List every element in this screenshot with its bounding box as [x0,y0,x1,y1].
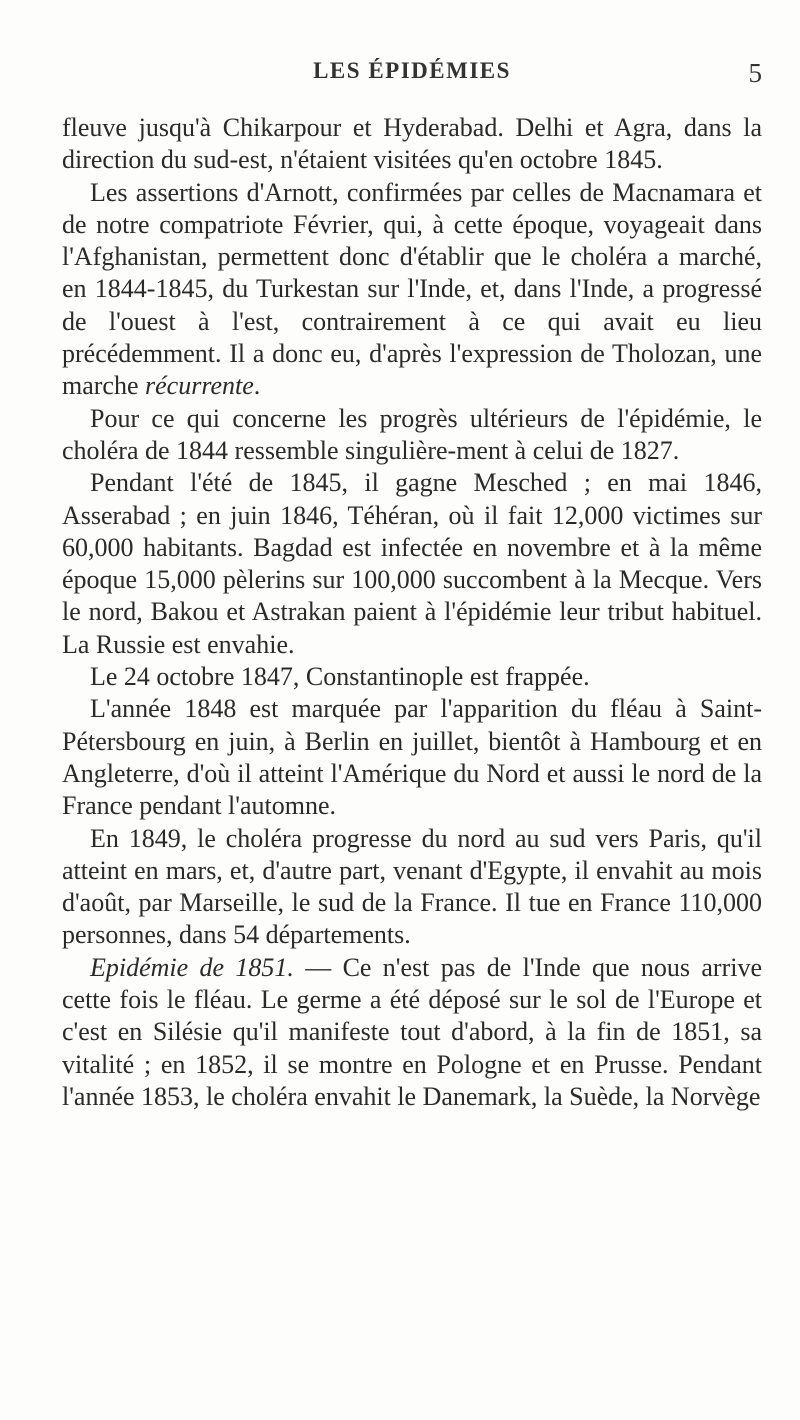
page-number: 5 [748,58,762,88]
running-title: LES ÉPIDÉMIES [313,58,511,83]
paragraph-text: Pendant l'été de 1845, il gagne Mesched ; en mai 1846, Asserabad ; en juin 1846, Téhéran, où il fait 12,000 victimes sur 60,000 habitants. Bagdad est infectée en novembre et à la même époque 15,000 pèlerins sur 100,000 succombent à la Mecque. Vers le nord, Bakou et Astrakan paient à l'épidémie leur tribut habituel. La Russie est envahie. [62,468,762,659]
paragraph-1848 [62,693,762,822]
paragraph-text: En 1849, le choléra progresse du nord au sud vers Paris, qu'il atteint en mars, et, d'autre part, venant d'Egypte, il envahit au mois d'août, par Marseille, le sud de la France. Il tue en France 110,000 personnes, dans 54 départements. [62,823,762,950]
paragraph-1851 [62,952,762,1113]
paragraph-continued [62,112,762,177]
paragraph-progress [62,403,762,468]
paragraph-text: fleuve jusqu'à Chikarpour et Hyderabad. Delhi et Agra, dans la direction du sud-est, n'étaient visitées qu'en octobre 1845. [62,113,762,175]
paragraph-text: Le 24 octobre 1847, Constantinople est frappée. [90,662,590,692]
paragraph-text: — Ce n'est pas de l'Inde que nous arrive cette fois le fléau. Le germe a été déposé sur le sol de l'Europe et c'est en Silésie qu'il manifeste tout d'abord, à la fin de 1851, sa vitalité ; en 1852, il se montre en Pologne et en Prusse. Pendant l'année 1853, le choléra envahit le Danemark, la Suède, la Norvège [62,952,762,1111]
paragraph-text: Pour ce qui concerne les progrès ultérieurs de l'épidémie, le choléra de 1844 ressemble singulière-ment à celui de 1827. [62,403,762,465]
paragraph-1847 [62,661,762,693]
paragraph-arnott [62,177,762,403]
running-header [62,58,762,88]
paragraph-1849 [62,823,762,952]
italic-term: récurrente [145,371,254,401]
paragraph-text-end: . [253,371,261,401]
body-text [62,112,762,1113]
paragraph-text: L'année 1848 est marquée par l'apparition du fléau à Saint-Pétersbourg en juin, à Berlin en juillet, bientôt à Hambourg et en Angleterre, d'où il atteint l'Amérique du Nord et aussi le nord de la France pendant l'automne. [62,694,762,821]
section-heading-italic: Epidémie de 1851. [90,952,294,982]
paragraph-text: Les assertions d'Arnott, confirmées par celles de Macnamara et de notre compatriote Février, qui, à cette époque, voyageait dans l'Afghanistan, permettent donc d'établir que le choléra a marché, en 1844-1845, du Turkestan sur l'Inde, et, dans l'Inde, a progressé de l'ouest à l'est, contrairement à ce qui avait eu lieu précédemment. Il a donc eu, d'après l'expression de Tholozan, une marche [62,177,762,401]
paragraph-1845 [62,467,762,661]
